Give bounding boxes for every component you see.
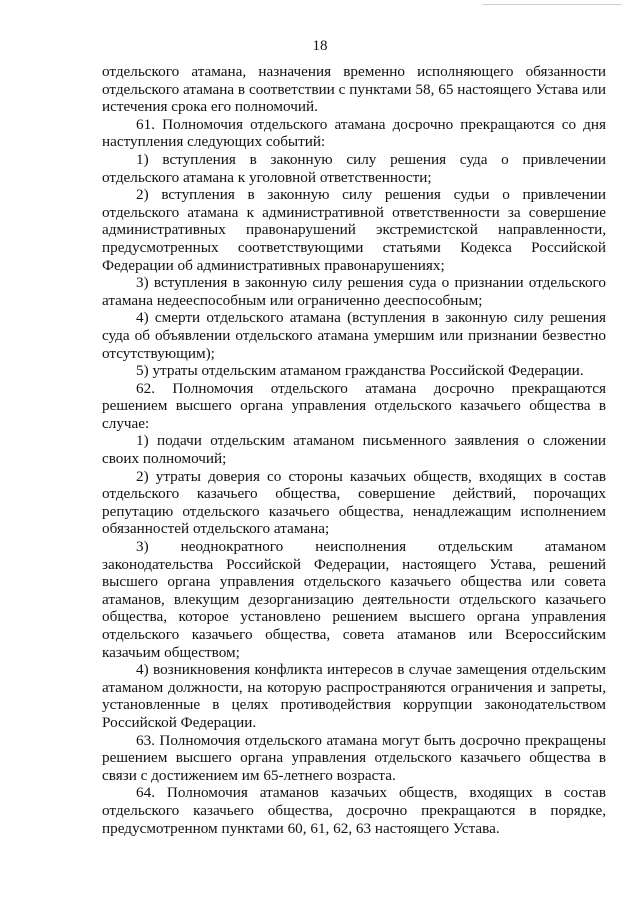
page-number: 18 bbox=[312, 38, 328, 54]
paragraph-61: 61. Полномочия отдельского атамана досрочно прекращаются со дня наступления следующих событий: bbox=[102, 115, 606, 151]
document-body bbox=[102, 63, 606, 837]
paragraph-64: 64. Полномочия атаманов казачьих обществ, входящих в состав отдельского казачьего общества, досрочно прекращаются в порядке, предусмотренном пунктами 60, 61, 62, 63 настоящего Устава. bbox=[102, 784, 606, 837]
paragraph-62-item-2: 2) утраты доверия со стороны казачьих обществ, входящих в состав отдельского казачьего общества, совершение действий, порочащих репутацию отдельского казачьего общества, ненадлежащим исполнением обязанностей отдельского атамана; bbox=[102, 467, 606, 538]
paragraph-62: 62. Полномочия отдельского атамана досрочно прекращаются решением высшего органа управления отдельского казачьего общества в случае: bbox=[102, 379, 606, 432]
paragraph-61-item-2: 2) вступления в законную силу решения судьи о привлечении отдельского атамана к административной ответственности за совершение административных правонарушений экстремистской направленности, предусмотренных соответствующими статьями Кодекса Российской Федерации об административных правонарушениях; bbox=[102, 186, 606, 274]
paragraph-63: 63. Полномочия отдельского атамана могут быть досрочно прекращены решением высшего органа управления отдельского казачьего общества в связи с достижением им 65-летнего возраста. bbox=[102, 731, 606, 784]
paragraph-61-item-3: 3) вступления в законную силу решения суда о признании отдельского атамана недееспособным или ограниченно дееспособным; bbox=[102, 274, 606, 309]
paragraph-62-item-1: 1) подачи отдельским атаманом письменного заявления о сложении своих полномочий; bbox=[102, 432, 606, 468]
paragraph-continuation: отдельского атамана, назначения временно исполняющего обязанности отдельского атамана в соответствии с пунктами 58, 65 настоящего Устава или истечения срока его полномочий. bbox=[102, 63, 606, 116]
paragraph-62-item-4: 4) возникновения конфликта интересов в случае замещения отдельским атаманом должности, на которую распространяются ограничения и запреты, установленные в целях противодействия коррупции законодательством Российской Федерации. bbox=[102, 661, 606, 731]
paragraph-61-item-1: 1) вступления в законную силу решения суда о привлечении отдельского атамана к уголовной ответственности; bbox=[102, 150, 606, 186]
paragraph-62-item-3: 3) неоднократного неисполнения отдельским атаманом законодательства Российской Федерации, настоящего Устава, решений высшего органа управления отдельского казачьего общества или совета атаманов, влекущим дезорганизацию деятельности отдельского казачьего общества, которое установлено решением высшего органа управления отдельского казачьего общества, совета атаманов или Всероссийским казачьим обществом; bbox=[102, 538, 606, 661]
top-edge-line bbox=[482, 4, 622, 5]
paragraph-61-item-5: 5) утраты отдельским атаманом гражданства Российской Федерации. bbox=[136, 362, 584, 380]
paragraph-61-item-4: 4) смерти отдельского атамана (вступления в законную силу решения суда об объявлении отдельского атамана умершим или признании безвестно отсутствующим); bbox=[102, 309, 606, 362]
